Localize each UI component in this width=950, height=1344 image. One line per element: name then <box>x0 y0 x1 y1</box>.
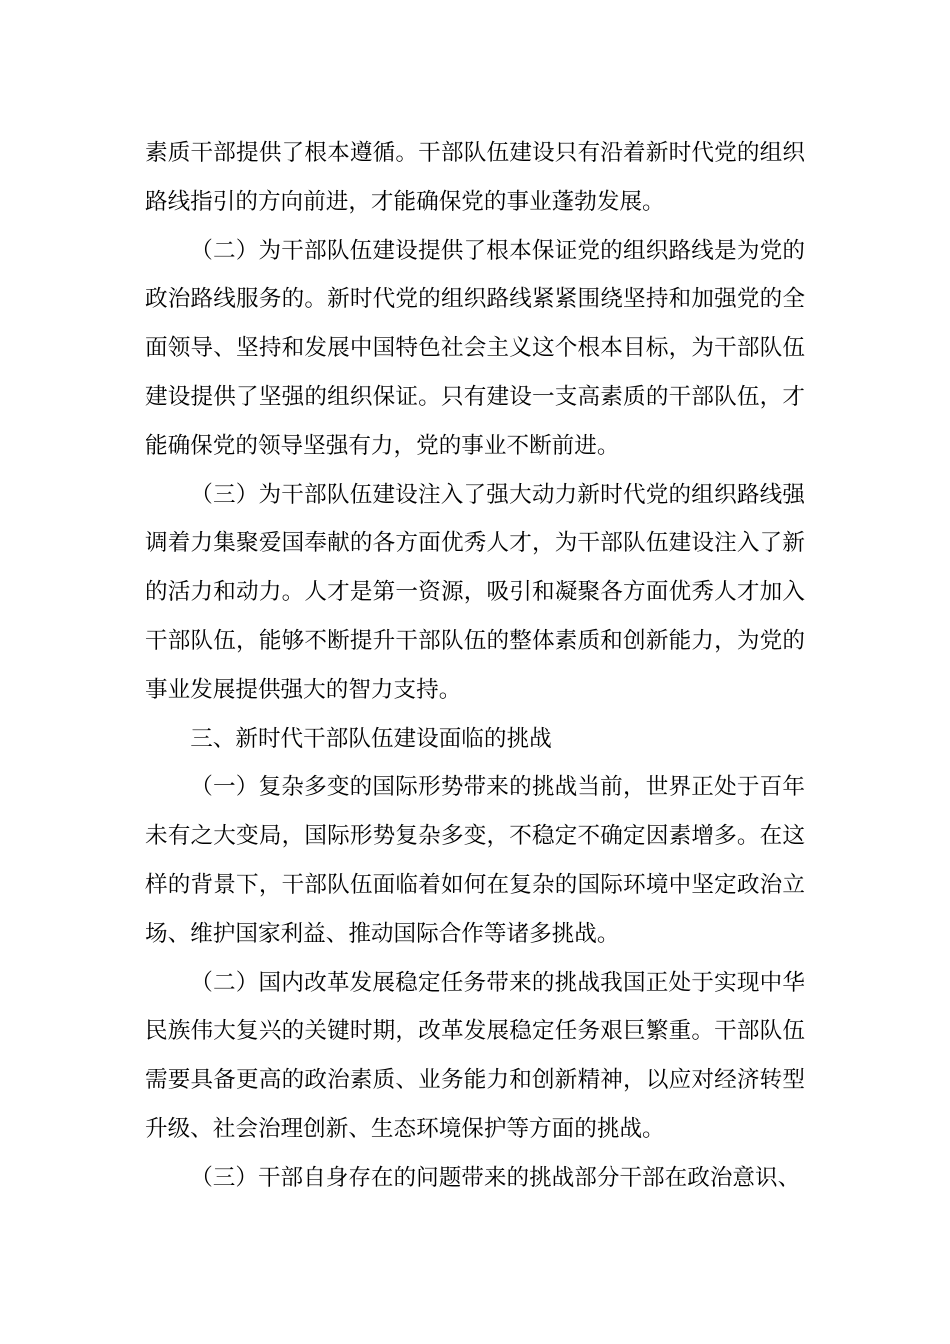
paragraph: （二）为干部队伍建设提供了根本保证党的组织路线是为党的政治路线服务的。新时代党的组织路线紧紧围绕坚持和加强党的全面领导、坚持和发展中国特色社会主义这个根本目标，为干部队伍建设提供了坚强的组织保证。只有建设一支高素质的干部队伍，才能确保党的领导坚强有力，党的事业不断前进。 <box>145 237 805 458</box>
section-heading: 三、新时代干部队伍建设面临的挑战 <box>190 725 552 751</box>
document-body <box>145 129 805 1203</box>
paragraph: 素质干部提供了根本遵循。干部队伍建设只有沿着新时代党的组织路线指引的方向前进，才能确保党的事业蓬勃发展。 <box>145 140 805 214</box>
paragraph: （三）为干部队伍建设注入了强大动力新时代党的组织路线强调着力集聚爱国奉献的各方面优秀人才，为干部队伍建设注入了新的活力和动力。人才是第一资源，吸引和凝聚各方面优秀人才加入干部队伍，能够不断提升干部队伍的整体素质和创新能力，为党的事业发展提供强大的智力支持。 <box>145 481 805 702</box>
paragraph: （三）干部自身存在的问题带来的挑战部分干部在政治意识、 <box>190 1164 801 1190</box>
paragraph: （二）国内改革发展稳定任务带来的挑战我国正处于实现中华民族伟大复兴的关键时期，改革发展稳定任务艰巨繁重。干部队伍需要具备更高的政治素质、业务能力和创新精神，以应对经济转型升级、社会治理创新、生态环境保护等方面的挑战。 <box>145 969 805 1141</box>
paragraph: （一）复杂多变的国际形势带来的挑战当前，世界正处于百年未有之大变局，国际形势复杂多变，不稳定不确定因素增多。在这样的背景下，干部队伍面临着如何在复杂的国际环境中坚定政治立场、维护国家利益、推动国际合作等诸多挑战。 <box>145 774 805 946</box>
